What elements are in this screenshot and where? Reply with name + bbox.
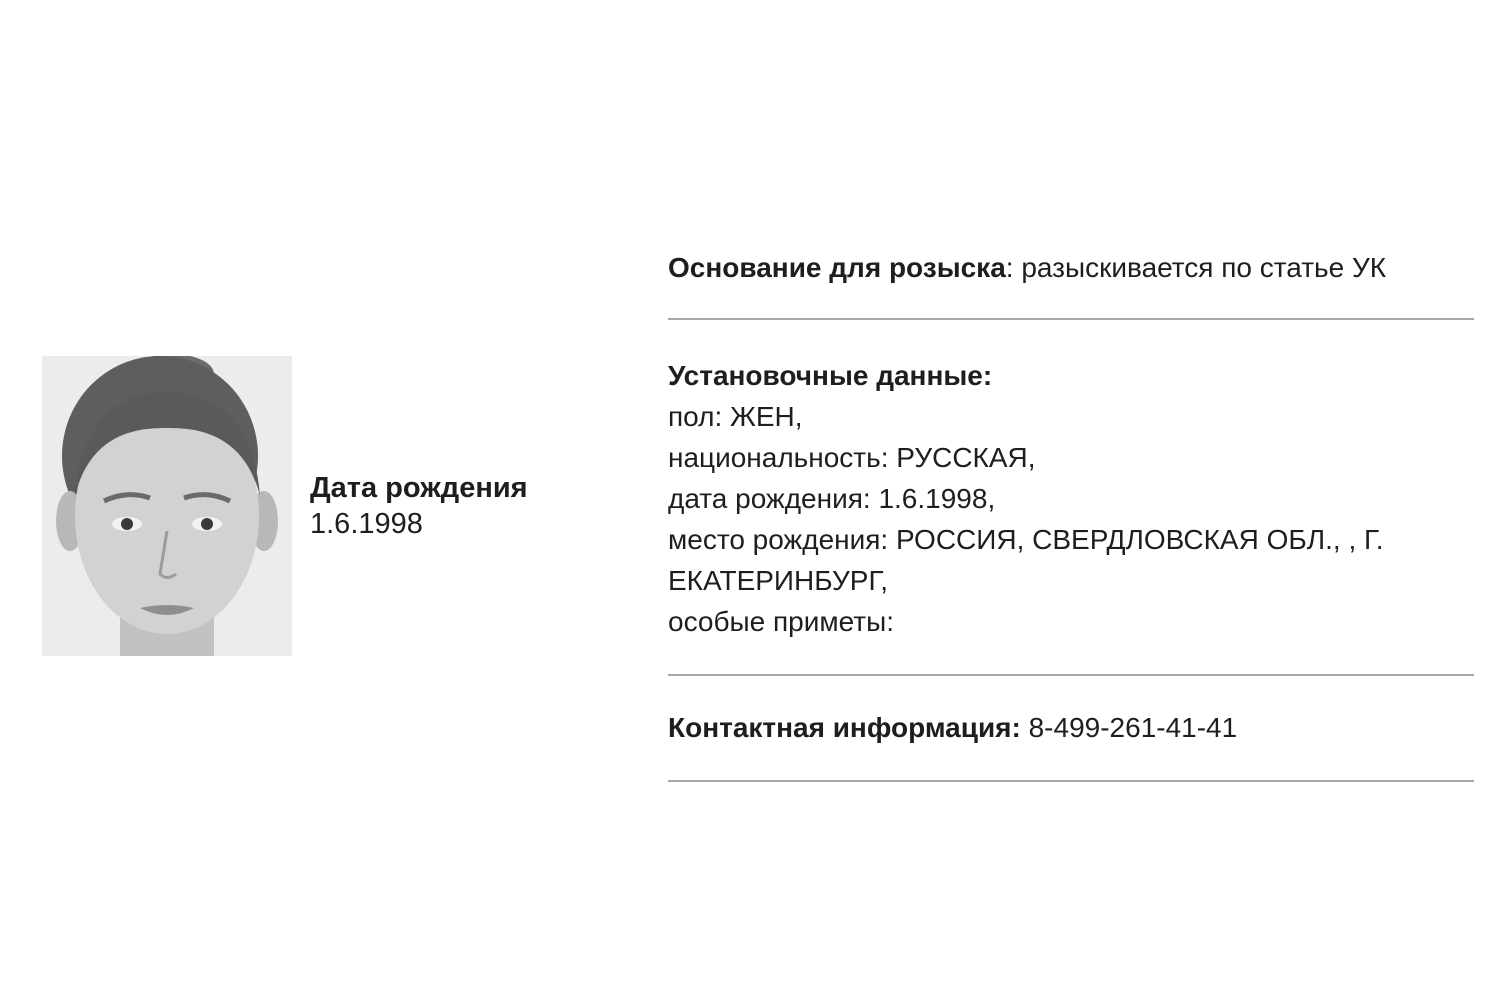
reason-value: разыскивается по статье УК [1021,252,1387,283]
identification-line: особые приметы: [668,606,894,637]
reason-label: Основание для розыска [668,252,1006,283]
divider [668,674,1474,676]
contact-label: Контактная информация: [668,712,1021,743]
reason-row [668,247,1474,288]
divider [668,780,1474,782]
identification-heading: Установочные данные: [668,360,993,391]
identification-line: национальность: РУССКАЯ, [668,442,1036,473]
identification-line: пол: ЖЕН, [668,401,803,432]
contact-row [668,707,1474,748]
identification-section [668,355,1474,642]
birth-info [310,470,528,542]
divider [668,318,1474,320]
identification-line: дата рождения: 1.6.1998, [668,483,996,514]
person-photo [42,356,292,656]
face-portrait-image [42,356,292,656]
contact-phone[interactable]: 8-499-261-41-41 [1028,712,1238,743]
reason-colon: : [1005,252,1022,283]
identification-line: место рождения: РОССИЯ, СВЕРДЛОВСКАЯ ОБЛ., , Г. [668,524,1384,555]
birth-date-value: 1.6.1998 [310,508,423,540]
identification-line: ЕКАТЕРИНБУРГ, [668,565,888,596]
birth-date-label: Дата рождения [310,472,528,504]
